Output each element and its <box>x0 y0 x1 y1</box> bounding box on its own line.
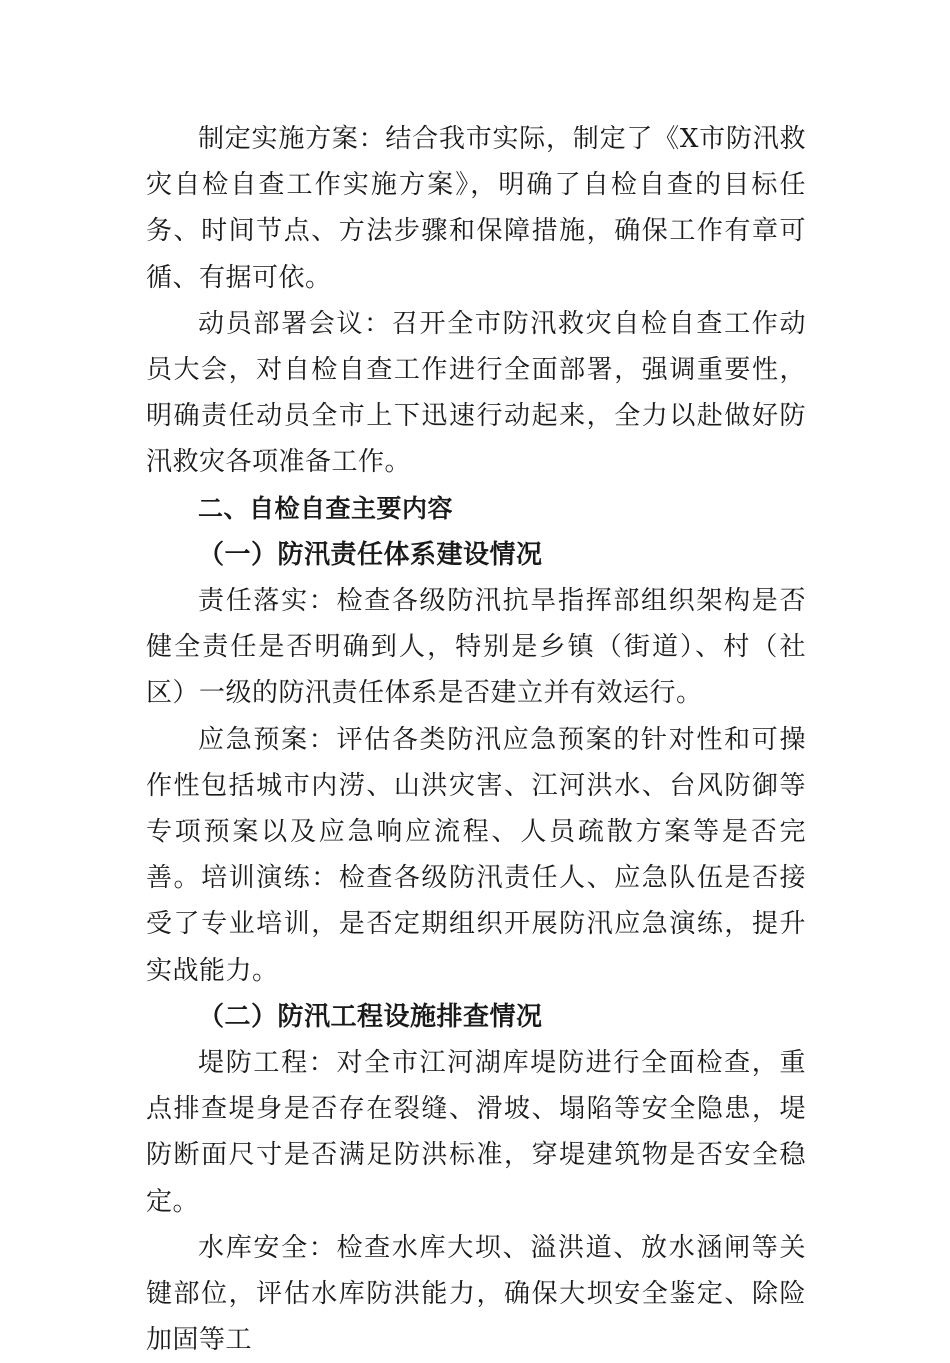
section-heading-main-content: 二、自检自查主要内容 <box>198 493 454 523</box>
subsection-heading-responsibility-system: （一）防汛责任体系建设情况 <box>198 539 543 570</box>
paragraph-embankment: 堤防工程：对全市江河湖库堤防进行全面检查，重点排查堤身是否存在裂缝、滑坡、塌陷等安全隐患，堤防断面尺寸是否满足防洪标准，穿堤建筑物是否安全稳定。 <box>146 1048 806 1217</box>
document-body <box>146 116 806 1363</box>
subsection-heading-engineering-facilities: （二）防汛工程设施排查情况 <box>198 1001 543 1032</box>
paragraph-responsibility: 责任落实：检查各级防汛抗旱指挥部组织架构是否健全责任是否明确到人，特别是乡镇（街道）、村（社区）一级的防汛责任体系是否建立并有效运行。 <box>146 586 806 709</box>
paragraph-implementation-plan: 制定实施方案：结合我市实际，制定了《X市防汛救灾自检自查工作实施方案》，明确了自检自查的目标任务、时间节点、方法步骤和保障措施，确保工作有章可循、有据可依。 <box>146 124 806 293</box>
paragraph-mobilization-meeting: 动员部署会议：召开全市防汛救灾自检自查工作动员大会，对自检自查工作进行全面部署，强调重要性，明确责任动员全市上下迅速行动起来，全力以赴做好防汛救灾各项准备工作。 <box>146 308 806 478</box>
paragraph-reservoir-safety: 水库安全：检查水库大坝、溢洪道、放水涵闸等关键部位，评估水库防洪能力，确保大坝安全鉴定、除险加固等工 <box>146 1232 806 1356</box>
paragraph-emergency-plan: 应急预案：评估各类防汛应急预案的针对性和可操作性包括城市内涝、山洪灾害、江河洪水、台风防御等专项预案以及应急响应流程、人员疏散方案等是否完善。培训演练：检查各级防汛责任人、应急队伍是否接受了专业培训，是否定期组织开展防汛应急演练，提升实战能力。 <box>146 724 806 986</box>
